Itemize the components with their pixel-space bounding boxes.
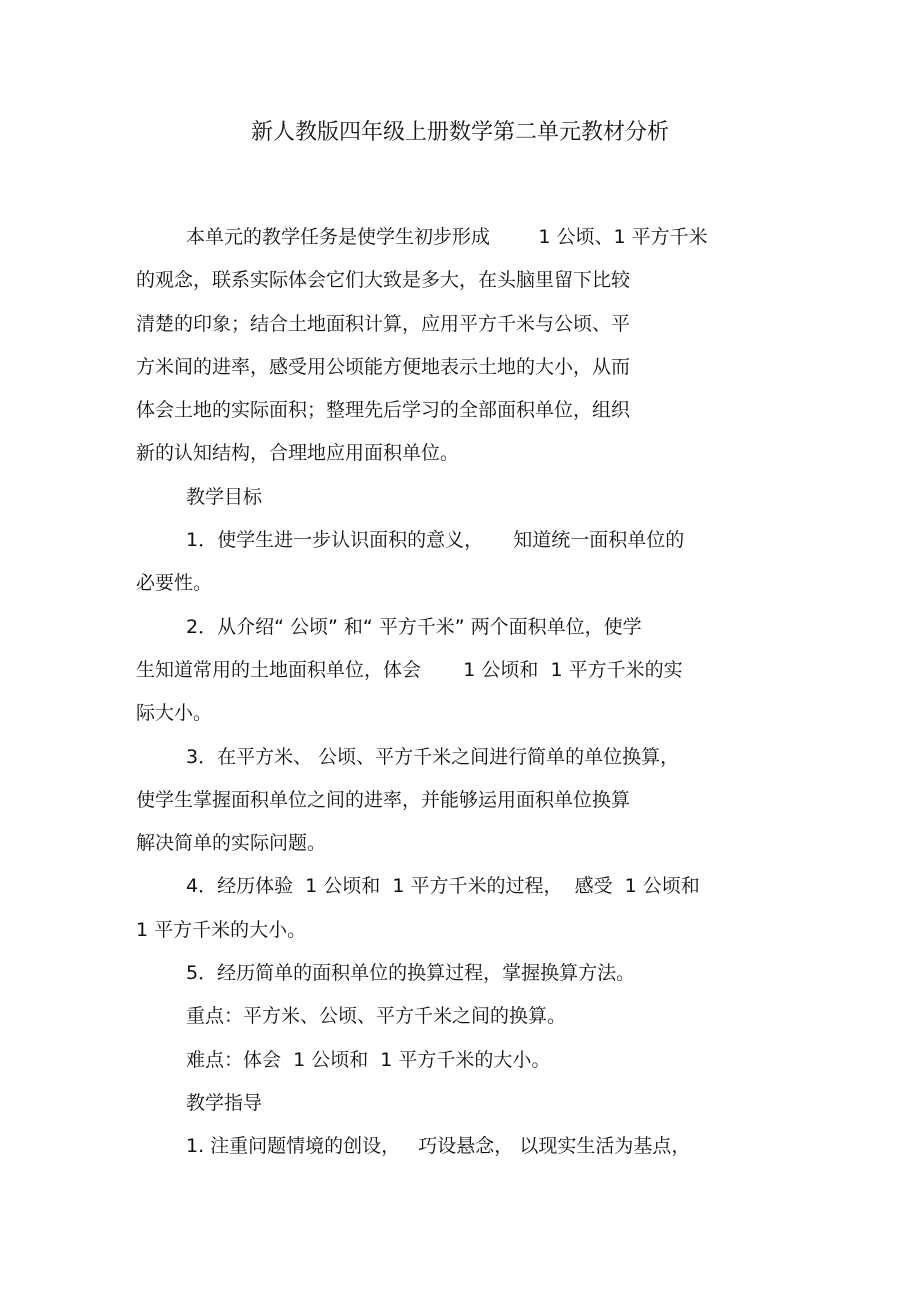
text-line: 必要性。 [136, 572, 213, 595]
text-line: 使学生掌握面积单位之间的进率，并能够运用面积单位换算 [136, 788, 631, 811]
text-line: 际大小。 [136, 702, 213, 725]
text-line: 解决简单的实际问题。 [136, 832, 327, 855]
document-body [136, 220, 796, 1173]
text-line: 3．在平方米、 公顷、平方千米之间进行简单的单位换算， [186, 745, 680, 768]
text-line: 新的认知结构，合理地应用面积单位。 [136, 442, 460, 465]
text-line: 清楚的印象；结合土地面积计算，应用平方千米与公顷、平 [136, 312, 631, 335]
text-line: 的观念，联系实际体会它们大致是多大，在头脑里留下比较 [136, 269, 631, 292]
text-line: 生知道常用的土地面积单位，体会 1 公顷和 1 平方千米的实 [136, 658, 683, 681]
text-line: 体会土地的实际面积；整理先后学习的全部面积单位，组织 [136, 399, 631, 422]
text-line: 教学目标 [186, 485, 263, 508]
text-line: 方米间的进率，感受用公顷能方便地表示土地的大小，从而 [136, 355, 631, 378]
text-line: 4．经历体验 1 公顷和 1 平方千米的过程， 感受 1 公顷和 [186, 875, 700, 898]
text-line: 5．经历简单的面积单位的换算过程，掌握换算方法。 [186, 962, 636, 985]
document-title: 新人教版四年级上册数学第二单元教材分析 [250, 120, 669, 145]
text-line: 1 平方千米的大小。 [136, 918, 307, 941]
text-line: 难点：体会 1 公顷和 1 平方千米的大小。 [186, 1048, 551, 1071]
text-line: 1. 注重问题情境的创设， 巧设悬念， 以现实生活为基点， [186, 1135, 691, 1158]
text-line: 本单元的教学任务是使学生初步形成 1 公顷、1 平方千米 [186, 226, 708, 248]
text-line: 1．使学生进一步认识面积的意义， 知道统一面积单位的 [186, 529, 685, 552]
text-line: 2．从介绍“ 公顷” 和“ 平方千米” 两个面积单位，使学 [186, 615, 642, 638]
text-line: 教学指导 [186, 1091, 263, 1114]
text-line: 重点：平方米、公顷、平方千米之间的换算。 [186, 1005, 567, 1028]
